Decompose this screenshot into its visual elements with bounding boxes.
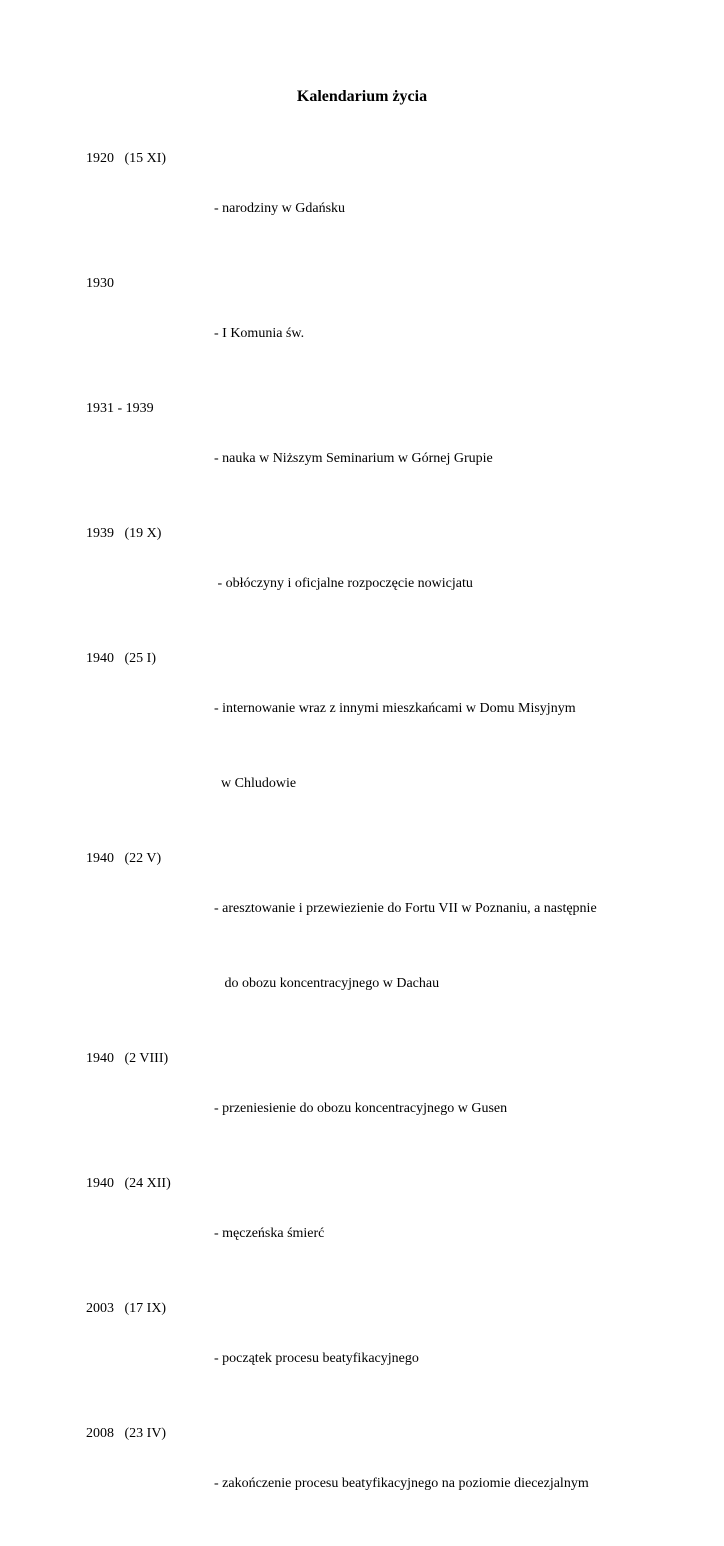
page-title: Kalendarium życia — [296, 88, 428, 105]
timeline-entry — [86, 271, 646, 396]
entry-description — [214, 1171, 646, 1296]
timeline-entry — [86, 1046, 646, 1171]
timeline-entry — [86, 846, 646, 1046]
entry-description-line: - I Komunia św. — [214, 326, 305, 341]
entry-description-line: w Chludowie — [214, 776, 297, 791]
entry-description — [214, 396, 646, 521]
entry-description — [214, 846, 646, 1046]
entry-date: 1940 (25 I) — [86, 651, 156, 666]
entry-description — [214, 271, 646, 396]
timeline-list — [86, 146, 646, 1546]
timeline-entry — [86, 521, 646, 646]
entry-date: 1939 (19 X) — [86, 526, 162, 541]
entry-date: 2003 (17 IX) — [86, 1301, 167, 1316]
entry-description-line: do obozu koncentracyjnego w Dachau — [214, 976, 440, 991]
entry-date: 1940 (22 V) — [86, 851, 162, 866]
entry-date: 1920 (15 XI) — [86, 151, 167, 166]
entry-description — [214, 521, 646, 646]
entry-description-line: - obłóczyny i oficjalne rozpoczęcie nowicjatu — [214, 576, 473, 591]
entry-date: 1930 — [86, 276, 114, 291]
timeline-entry — [86, 1296, 646, 1421]
entry-description-line: - zakończenie procesu beatyfikacyjnego na poziomie diecezjalnym — [214, 1476, 589, 1491]
entry-description-line: - początek procesu beatyfikacyjnego — [214, 1351, 419, 1366]
entry-description-line: - męczeńska śmierć — [214, 1226, 325, 1241]
entry-description-line: - narodziny w Gdańsku — [214, 201, 346, 216]
entry-date: 1940 (2 VIII) — [86, 1051, 169, 1066]
entry-date: 1931 - 1939 — [86, 401, 154, 416]
entry-description — [214, 1421, 646, 1546]
entry-description — [214, 1046, 646, 1171]
entry-description — [214, 146, 646, 271]
timeline-entry — [86, 646, 646, 846]
timeline-entry — [86, 1421, 646, 1546]
entry-description — [214, 646, 646, 846]
timeline-entry — [86, 396, 646, 521]
entry-description-line: - nauka w Niższym Seminarium w Górnej Grupie — [214, 451, 493, 466]
entry-description-line: - internowanie wraz z innymi mieszkańcami w Domu Misyjnym — [214, 701, 576, 716]
entry-date: 2008 (23 IV) — [86, 1426, 167, 1441]
timeline-entry — [86, 1171, 646, 1296]
entry-description-line: - przeniesienie do obozu koncentracyjnego w Gusen — [214, 1101, 508, 1116]
timeline-entry — [86, 146, 646, 271]
entry-description-line: - aresztowanie i przewiezienie do Fortu VII w Poznaniu, a następnie — [214, 901, 597, 916]
entry-description — [214, 1296, 646, 1421]
entry-date: 1940 (24 XII) — [86, 1176, 171, 1191]
